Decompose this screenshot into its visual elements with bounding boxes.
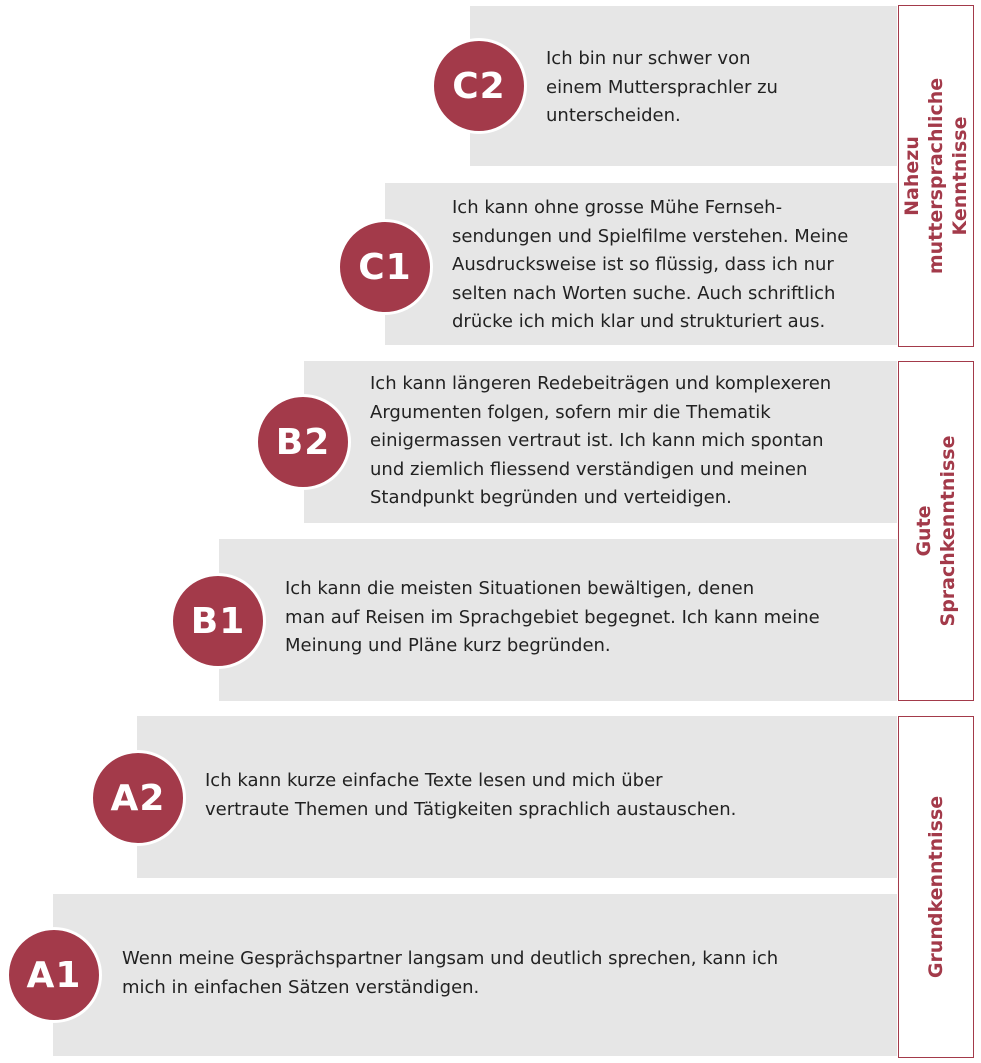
level-c1-badge: C1 <box>337 219 433 315</box>
group-basic-skills-label: Grundkenntnisse <box>925 795 947 979</box>
level-c1-description: Ich kann ohne grosse Mühe Fernseh- sendungen und Spielfilme verstehen. Meine Ausdrucksweise ist so flüssig, dass ich nur selten nach Worten suche. Auch schriftlich drücke ich mich klar und strukturiert aus. <box>452 197 849 332</box>
group-near-native-label: Nahezu muttersprachliche Kenntnisse <box>901 77 971 275</box>
level-b1-description: Ich kann die meisten Situationen bewältigen, denen man auf Reisen im Sprachgebiet begegnet. Ich kann meine Meinung und Pläne kurz begründen. <box>285 578 820 656</box>
group-good-skills <box>898 361 974 701</box>
level-b2-badge: B2 <box>255 394 351 490</box>
level-a1-description: Wenn meine Gesprächspartner langsam und deutlich sprechen, kann ich mich in einfachen Sätzen verständigen. <box>122 948 779 998</box>
group-near-native <box>898 5 974 347</box>
group-basic-skills <box>898 716 974 1058</box>
level-c2-badge: C2 <box>431 38 527 134</box>
level-a1-badge: A1 <box>6 927 102 1023</box>
level-a2-description: Ich kann kurze einfache Texte lesen und mich über vertraute Themen und Tätigkeiten sprachlich austauschen. <box>205 770 737 820</box>
level-b2-description: Ich kann längeren Redebeiträgen und komplexeren Argumenten folgen, sofern mir die Thematik einigermassen vertraut ist. Ich kann mich spontan und ziemlich fliessend verständigen und meinen Standpunkt begründen und verteidigen. <box>370 373 832 508</box>
level-b1-badge: B1 <box>170 573 266 669</box>
group-good-skills-label: Gute Sprachkenntnisse <box>913 435 959 627</box>
level-a2-badge: A2 <box>90 750 186 846</box>
level-c2-description: Ich bin nur schwer von einem Muttersprachler zu unterscheiden. <box>546 48 778 126</box>
